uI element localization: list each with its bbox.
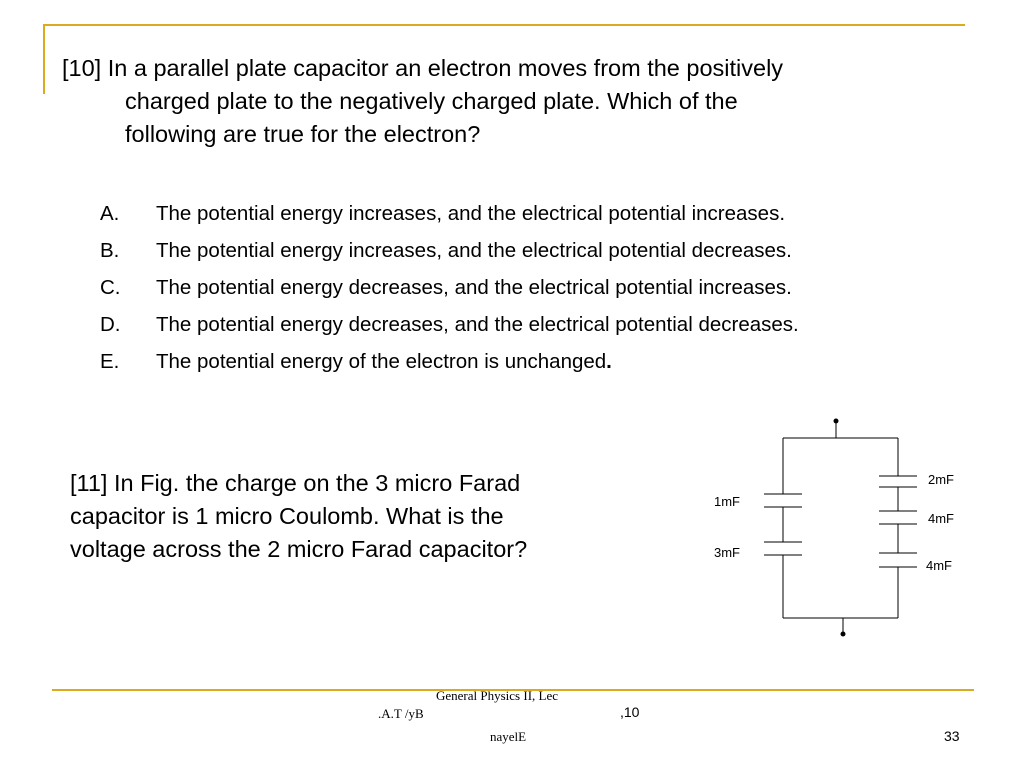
- question-11-line-2: capacitor is 1 micro Coulomb. What is the: [70, 503, 504, 529]
- top-horizontal-rule: [43, 24, 965, 26]
- option-letter: C.: [100, 276, 121, 299]
- question-11-line-3: voltage across the 2 micro Farad capacitor?: [70, 536, 528, 562]
- question-11: [70, 467, 670, 566]
- question-10-options: [100, 200, 980, 385]
- option-d: [100, 311, 980, 348]
- option-letter: D.: [100, 313, 121, 336]
- option-letter: E.: [100, 350, 120, 373]
- label-2mf: 2mF: [928, 472, 954, 487]
- top-terminal-dot: [834, 419, 839, 424]
- label-1mf: 1mF: [714, 494, 740, 509]
- top-vertical-rule: [43, 24, 45, 94]
- option-letter: A.: [100, 202, 120, 225]
- option-text: The potential energy increases, and the electrical potential increases.: [156, 202, 786, 225]
- option-e: [100, 348, 980, 385]
- footer-author-initials: .A.T /yB: [378, 706, 424, 721]
- option-text: The potential energy increases, and the electrical potential decreases.: [156, 239, 792, 262]
- page-number: 33: [944, 728, 960, 744]
- option-letter: B.: [100, 239, 120, 262]
- question-10-line-2: charged plate to the negatively charged plate. Which of the: [125, 88, 738, 114]
- option-text-body: The potential energy of the electron is unchanged: [156, 350, 607, 373]
- question-10: [62, 52, 962, 151]
- footer-lecture-number: ,10: [620, 704, 640, 720]
- question-11-line-1: [11] In Fig. the charge on the 3 micro Farad: [70, 470, 521, 496]
- question-10-line-3: following are true for the electron?: [125, 121, 481, 147]
- label-4mf-b: 4mF: [926, 558, 952, 573]
- option-text: The potential energy decreases, and the electrical potential decreases.: [156, 313, 799, 336]
- capacitor-circuit-diagram: [700, 410, 980, 645]
- bottom-terminal-dot: [841, 632, 846, 637]
- option-a: [100, 200, 980, 237]
- option-text: [156, 348, 612, 376]
- option-text: The potential energy decreases, and the electrical potential increases.: [156, 276, 792, 299]
- label-3mf: 3mF: [714, 545, 740, 560]
- question-10-line-1: [10] In a parallel plate capacitor an electron moves from the positively: [62, 55, 784, 81]
- option-text-period: .: [606, 350, 612, 373]
- footer-author-name: nayelE: [490, 729, 527, 744]
- option-c: [100, 274, 980, 311]
- label-4mf-a: 4mF: [928, 511, 954, 526]
- option-b: [100, 237, 980, 274]
- footer-course-title: General Physics II, Lec: [436, 688, 559, 703]
